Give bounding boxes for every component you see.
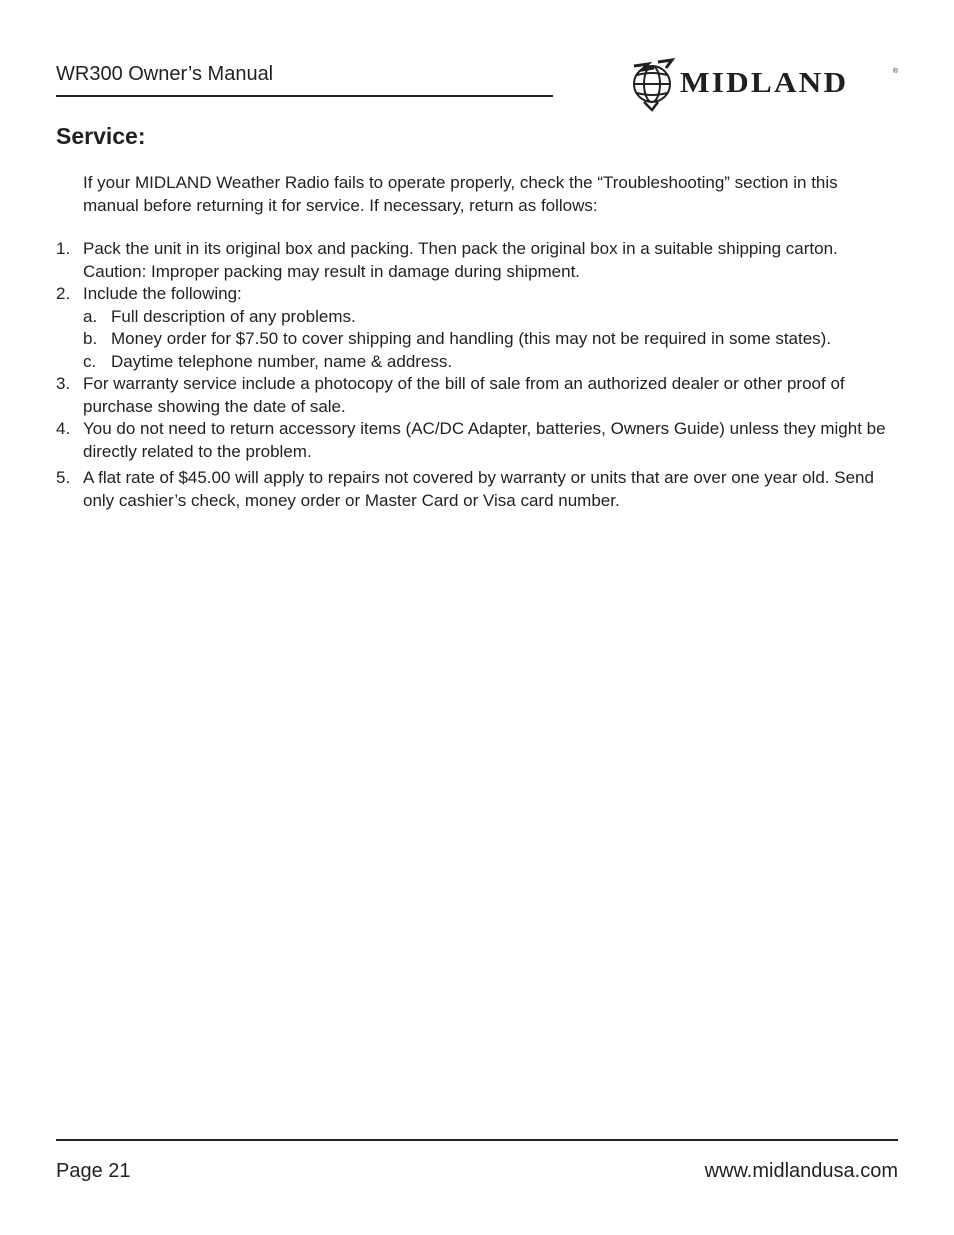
list-item	[56, 283, 898, 373]
step-text: Pack the unit in its original box and packing. Then pack the original box in a suitable shipping carton. Caution: Improper packing may result in damage during shipment.	[83, 239, 838, 281]
sub-item-letter: a.	[83, 306, 98, 326]
page-number: Page 21	[56, 1160, 131, 1182]
sub-item-text: Money order for $7.50 to cover shipping and handling (this may not be required in some states).	[111, 329, 832, 348]
registered-mark: ®	[892, 68, 898, 75]
sub-list-item	[83, 351, 898, 374]
step-text: You do not need to return accessory items (AC/DC Adapter, batteries, Owners Guide) unless they might be directly related to the problem.	[83, 419, 886, 461]
website-link[interactable]: www.midlandusa.com	[704, 1160, 898, 1182]
service-steps	[56, 238, 898, 512]
include-sublist	[83, 306, 898, 374]
step-text: A flat rate of $45.00 will apply to repairs not covered by warranty or units that are over one year old. Send only cashier’s check, money order or Master Card or Visa card number.	[83, 468, 874, 510]
list-item	[56, 238, 898, 283]
sub-list-item	[83, 306, 898, 329]
globe-icon	[628, 54, 680, 112]
footer-divider	[56, 1139, 898, 1141]
step-number: 2.	[56, 284, 71, 303]
sub-item-text: Daytime telephone number, name & address.	[111, 351, 453, 371]
step-text: Include the following:	[83, 284, 242, 303]
sub-item-letter: b.	[83, 329, 98, 348]
midland-logo	[628, 54, 900, 112]
step-number: 5.	[56, 468, 71, 487]
list-item	[56, 373, 898, 418]
step-number: 1.	[56, 239, 71, 258]
step-number: 4.	[56, 419, 71, 438]
list-item	[56, 467, 898, 512]
section-title: Service:	[56, 123, 146, 149]
step-number: 3.	[56, 374, 71, 393]
logo-wordmark: MIDLAND	[680, 67, 849, 99]
list-item	[56, 418, 898, 463]
step-text: For warranty service include a photocopy of the bill of sale from an authorized dealer or other proof of purchase showing the date of sale.	[83, 374, 845, 416]
sub-item-text: Full description of any problems.	[111, 306, 356, 326]
intro-paragraph: If your MIDLAND Weather Radio fails to operate properly, check the “Troubleshooting” section in this manual before returning it for service. If necessary, return as follows:	[83, 173, 838, 215]
header-title: WR300 Owner’s Manual	[56, 63, 274, 85]
sub-list-item	[83, 328, 898, 351]
header-divider	[56, 95, 553, 97]
sub-item-letter: c.	[83, 351, 97, 371]
